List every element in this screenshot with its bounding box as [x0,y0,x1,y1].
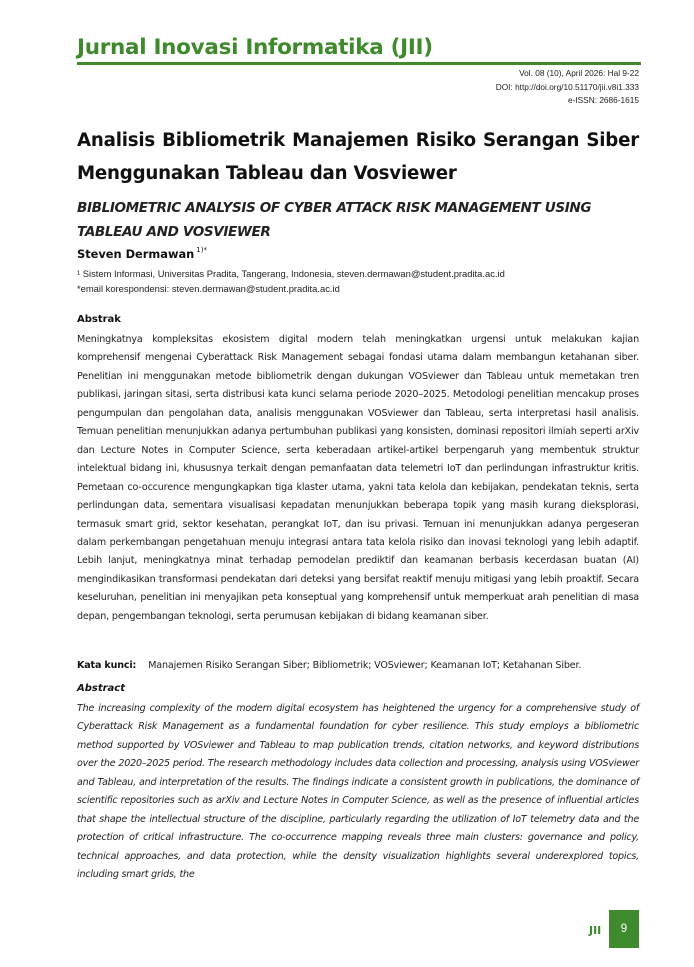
abstract-heading: Abstract [77,683,126,694]
issn-line: e-ISSN: 2686-1615 [567,95,639,105]
volume-line: Vol. 08 (10), April 2026: Hal 9-22 [519,68,639,78]
abstract-body: The increasing complexity of the modern digital ecosystem has heightened the urgency for a comprehensive study of Cyberattack Risk Management as a fundamental foundation for cyber resilience. This study employs a bibliometric method supported by VOSviewer and Tableau to map publication trends, citation networks, and keyword distributions over the 2020–2025 period. The research methodology includes data collection and processing, analysis using VOSviewer and Tableau, and interpretation of the results. The findings indicate a consistent growth in publications, the dominance of scientific repositories such as arXiv and Lecture Notes in Computer Science, as well as the presence of influential articles that shape the intellectual structure of the discipline, particularly regarding the utilization of IoT telemetry data and the protection of critical infrastructure. The co-occurrence mapping reveals three main clusters: governance and policy, technical approaches, and data protection, while the density visualization highlights several underexplored topics, including smart grids, the [77,703,639,881]
keywords-list: Manajemen Risiko Serangan Siber; Bibliometrik; VOSviewer; Keamanan IoT; Ketahanan Siber. [148,660,582,671]
keywords-line [77,660,639,671]
article-title-indonesian: Analisis Bibliometrik Manajemen Risiko Serangan Siber Menggunakan Tableau dan Vosviewer [77,130,639,184]
header-rule [77,62,641,65]
correspondence-line: *email korespondensi: steven.dermawan@student.pradita.ac.id [77,283,340,294]
page-number-badge [609,910,639,948]
page-number: 9 [620,923,628,935]
author-name: Steven Dermawan [77,247,195,261]
affiliation-line: ¹ Sistem Informasi, Universitas Pradita, Tangerang, Indonesia, steven.dermawan@student.pradita.ac.id [77,268,505,279]
affiliation-block [77,266,505,296]
footer-journal-abbrev: JII [589,924,602,937]
author-affiliation-marker: 1)* [196,246,207,255]
abstrak-heading: Abstrak [77,314,121,325]
doi-line[interactable]: DOI: http://doi.org/10.51170/jii.v8i1.333 [495,81,639,92]
journal-title: Jurnal Inovasi Informatika (JII) [77,35,433,60]
publication-meta [496,67,639,108]
abstrak-body: Meningkatnya kompleksitas ekosistem digital modern telah meningkatkan urgensi untuk melakukan kajian komprehensif mengenai Cyberattack Risk Management sebagai fondasi utama dalam membangun ketahanan siber. Penelitian ini menggunakan metode bibliometrik dengan dukungan VOSviewer dan Tableau untuk memetakan tren publikasi, jaringan sitasi, serta distribusi kata kunci selama periode 2020–2025. Metodologi penelitian mencakup proses pengumpulan dan pengolahan data, analisis menggunakan VOSviewer dan Tableau, serta interpretasi hasil analisis. Temuan penelitian menunjukkan adanya pertumbuhan publikasi yang konsisten, dominasi repositori ilmiah seperti arXiv dan Lecture Notes in Computer Science, serta keberadaan artikel-artikel berpengaruh yang membentuk struktur intelektual bidang ini, khususnya terkait dengan pemanfaatan data telemetri IoT dan perlindungan infrastruktur kritis. Pemetaan co-occurence mengungkapkan tiga klaster utama, yakni tata kelola dan kebijakan, pendekatan teknis, serta perlindungan data, sementara visualisasi kepadatan menunjukkan beberapa topik yang masih kurang dieksplorasi, termasuk smart grid, sektor kesehatan, perangkat IoT, dan isu privasi. Temuan ini menunjukkan adanya pergeseran dalam perkembangan pengetahuan menuju integrasi antara tata kelola risiko dan inovasi teknologi yang lebih adaptif. Lebih lanjut, meningkatnya minat terhadap pemodelan prediktif dan keamanan berbasis kecerdasan buatan (AI) mengindikasikan transformasi pendekatan dari deteksi yang bersifat reaktif menuju mitigasi yang lebih proaktif. Secara keseluruhan, penelitian ini menyajikan peta konseptual yang komprehensif untuk memperkuat arah penelitian di masa depan, pengembangan teknologi, serta perumusan kebijakan di bidang keamanan siber. [77,334,639,622]
article-title-english: BIBLIOMETRIC ANALYSIS OF CYBER ATTACK RISK MANAGEMENT USING TABLEAU AND VOSVIEWER [77,200,592,240]
author-line [77,247,207,261]
keywords-label: Kata kunci: [77,660,137,671]
